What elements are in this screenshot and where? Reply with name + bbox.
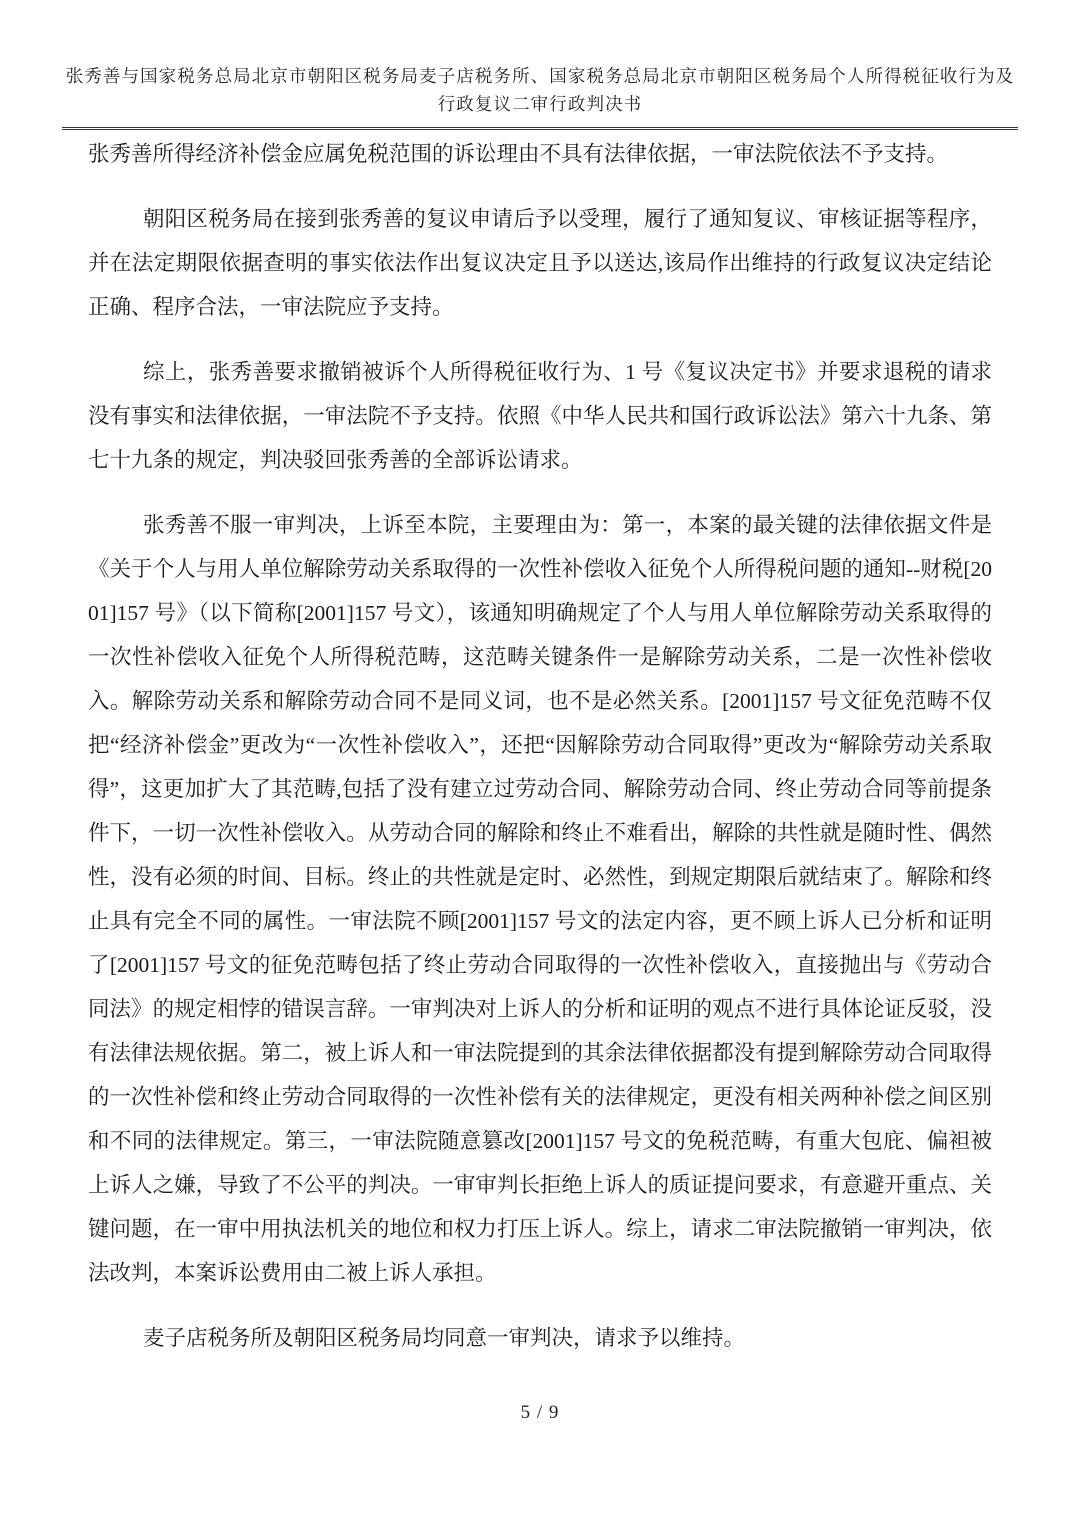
paragraph: 朝阳区税务局在接到张秀善的复议申请后予以受理，履行了通知复议、审核证据等程序，并在法定期限依据查明的事实依法作出复议决定且予以送达,该局作出维持的行政复议决定结论正确、程序合法，一审法院应予支持。 [88, 207, 992, 319]
paragraph: 张秀善不服一审判决，上诉至本院，主要理由为：第一，本案的最关键的法律依据文件是《关于个人与用人单位解除劳动关系取得的一次性补偿收入征免个人所得税问题的通知--财税[2001]157 号》（以下简称[2001]157 号文），该通知明确规定了个人与用人单位解除劳动关系取得的一次性补偿收入征免个人所得税范畴，这范畴关键条件一是解除劳动关系，二是一次性补偿收入。解除劳动关系和解除劳动合同不是同义词，也不是必然关系。[2001]157 号文征免范畴不仅把“经济补偿金”更改为“一次性补偿收入”，还把“因解除劳动合同取得”更改为“解除劳动关系取得”，这更加扩大了其范畴,包括了没有建立过劳动合同、解除劳动合同、终止劳动合同等前提条件下，一切一次性补偿收入。从劳动合同的解除和终止不难看出，解除的共性就是随时性、偶然性，没有必须的时间、目标。终止的共性就是定时、必然性，到规定期限后就结束了。解除和终止具有完全不同的属性。一审法院不顾[2001]157 号文的法定内容，更不顾上诉人已分析和证明了[2001]157 号文的征免范畴包括了终止劳动合同取得的一次性补偿收入，直接抛出与《劳动合同法》的规定相悖的错误言辞。一审判决对上诉人的分析和证明的观点不进行具体论证反驳，没有法律法规依据。第二，被上诉人和一审法院提到的其余法律依据都没有提到解除劳动合同取得的一次性补偿和终止劳动合同取得的一次性补偿有关的法律规定，更没有相关两种补偿之间区别和不同的法律规定。第三，一审法院随意篡改[2001]157 号文的免税范畴，有重大包庇、偏袒被上诉人之嫌，导致了不公平的判决。一审审判长拒绝上诉人的质证提问要求，有意避开重点、关键问题，在一审中用执法机关的地位和权力打压上诉人。综上，请求二审法院撤销一审判决，依法改判，本案诉讼费用由二被上诉人承担。 [88, 513, 992, 1285]
paragraph: 综上，张秀善要求撤销被诉个人所得税征收行为、1 号《复议决定书》并要求退税的请求没有事实和法律依据，一审法院不予支持。依照《中华人民共和国行政诉讼法》第六十九条、第七十九条的规定，判决驳回张秀善的全部诉讼请求。 [88, 360, 992, 472]
page-number: 5 / 9 [520, 1402, 560, 1423]
document-body [88, 132, 992, 1360]
document-title: 张秀善与国家税务总局北京市朝阳区税务局麦子店税务所、国家税务总局北京市朝阳区税务局个人所得税征收行为及行政复议二审行政判决书 [65, 66, 1015, 114]
page-footer [0, 1402, 1080, 1424]
paragraph: 麦子店税务所及朝阳区税务局均同意一审判决，请求予以维持。 [143, 1326, 746, 1350]
document-header [62, 62, 1018, 130]
paragraph-continuation: 张秀善所得经济补偿金应属免税范围的诉讼理由不具有法律依据，一审法院依法不予支持。 [88, 142, 949, 166]
